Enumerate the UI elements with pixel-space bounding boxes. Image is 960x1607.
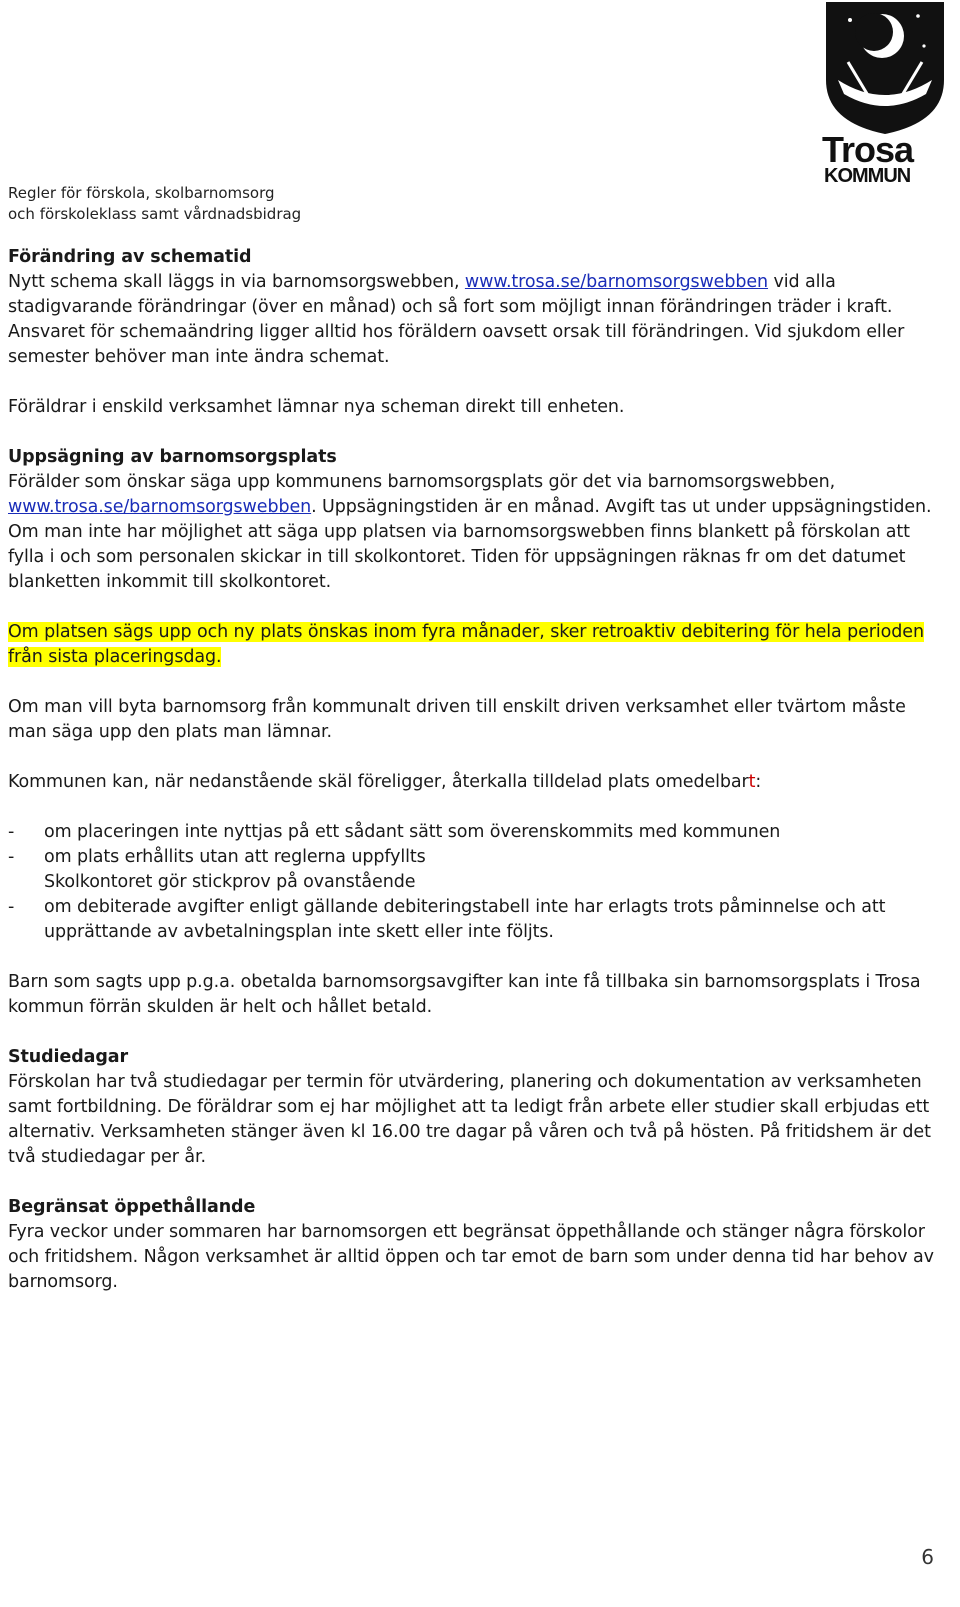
paragraph-enskild: Föräldrar i enskild verksamhet lämnar nya scheman direkt till enheten.: [8, 397, 625, 417]
page-number: 6: [921, 1545, 934, 1569]
barnomsorgswebben-link[interactable]: www.trosa.se/barnomsorgswebben: [464, 272, 769, 292]
header-line-1: Regler för förskola, skolbarnomsorg: [8, 184, 275, 202]
paragraph-aterkalla: Kommunen kan, när nedanstående skäl föreligger, återkalla tilldelad plats omedelbart:: [8, 772, 762, 792]
paragraph-byta: Om man vill byta barnomsorg från kommunalt driven till enskilt driven verksamhet eller tvärtom måste man säga upp den plats man lämnar.: [8, 697, 906, 742]
heading-schematid: Förändring av schematid: [8, 247, 252, 267]
trosa-kommun-logo: [820, 2, 960, 184]
document-page: [8, 0, 948, 1607]
barnomsorgswebben-link-2[interactable]: www.trosa.se/barnomsorgswebben: [8, 497, 312, 517]
paragraph-uppsagning: Förälder som önskar säga upp kommunens barnomsorgsplats gör det via barnomsorgswebben, www.trosa.se/barnomsorgswebben. Uppsägningstiden är en månad. Avgift tas ut under uppsägningstiden. Om man inte har möjlighet att säga upp platsen via barnomsorgswebben finns blankett på förskolan att fylla i och som personalen skickar in till skolkontoret. Tiden för uppsägningen räknas fr om det datumet blanketten inkommit till skolkontoret.: [8, 472, 932, 592]
paragraph-highlight: [8, 620, 948, 670]
logo-text-trosa: Trosa: [822, 129, 914, 170]
list-item: - om debiterade avgifter enligt gällande debiteringstabell inte har erlagts trots påminnelse och att upprättande av avbetalningsplan inte skett eller inte följts.: [8, 897, 886, 942]
header-line-2: och förskoleklass samt vårdnadsbidrag: [8, 205, 302, 223]
paragraph-obetalda: Barn som sagts upp p.g.a. obetalda barnomsorgsavgifter kan inte få tillbaka sin barnomsorgsplats i Trosa kommun förrän skulden är helt och hållet betald.: [8, 972, 921, 1017]
paragraph-oppethallande: Fyra veckor under sommaren har barnomsorgen ett begränsat öppethållande och stänger några förskolor och fritidshem. Någon verksamhet är alltid öppen och tar emot de barn som under denna tid har behov av barnomsorg.: [8, 1222, 934, 1292]
highlighted-text: Om platsen sägs upp och ny plats önskas inom fyra månader, sker retroaktiv debitering för hela perioden från sista placeringsdag.: [8, 622, 924, 667]
paragraph-schematid: Nytt schema skall läggs in via barnomsorgswebben, www.trosa.se/barnomsorgswebben vid alla stadigvarande förändringar (över en månad) och så fort som möjligt innan förändringen träder i kraft. Ansvaret för schemaändring ligger alltid hos föräldern oavsett orsak till förändringen. Vid sjukdom eller semester behöver man inte ändra schemat.: [8, 272, 905, 367]
heading-oppethallande: Begränsat öppethållande: [8, 1197, 256, 1217]
logo-text-kommun: KOMMUN: [824, 165, 911, 184]
document-body: [8, 245, 948, 1295]
heading-uppsagning: Uppsägning av barnomsorgsplats: [8, 447, 337, 467]
paragraph-studiedagar: Förskolan har två studiedagar per termin för utvärdering, planering och dokumentation av verksamheten samt fortbildning. De föräldrar som ej har möjlighet att ta ledigt från arbete eller studier skall erbjudas ett alternativ. Verksamheten stänger även kl 16.00 tre dagar på våren och två på hösten. På fritidshem är det två studiedagar per år.: [8, 1072, 931, 1167]
list-item: - om plats erhållits utan att reglerna uppfyllts: [8, 847, 426, 867]
heading-studiedagar: Studiedagar: [8, 1047, 129, 1067]
moon-boat-emblem-icon: [820, 2, 950, 184]
list-item: Skolkontoret gör stickprov på ovanstående: [44, 872, 416, 892]
list-item: - om placeringen inte nyttjas på ett sådant sätt som överenskommits med kommunen: [8, 822, 781, 842]
document-header: [8, 183, 301, 225]
reasons-list: [8, 820, 948, 945]
